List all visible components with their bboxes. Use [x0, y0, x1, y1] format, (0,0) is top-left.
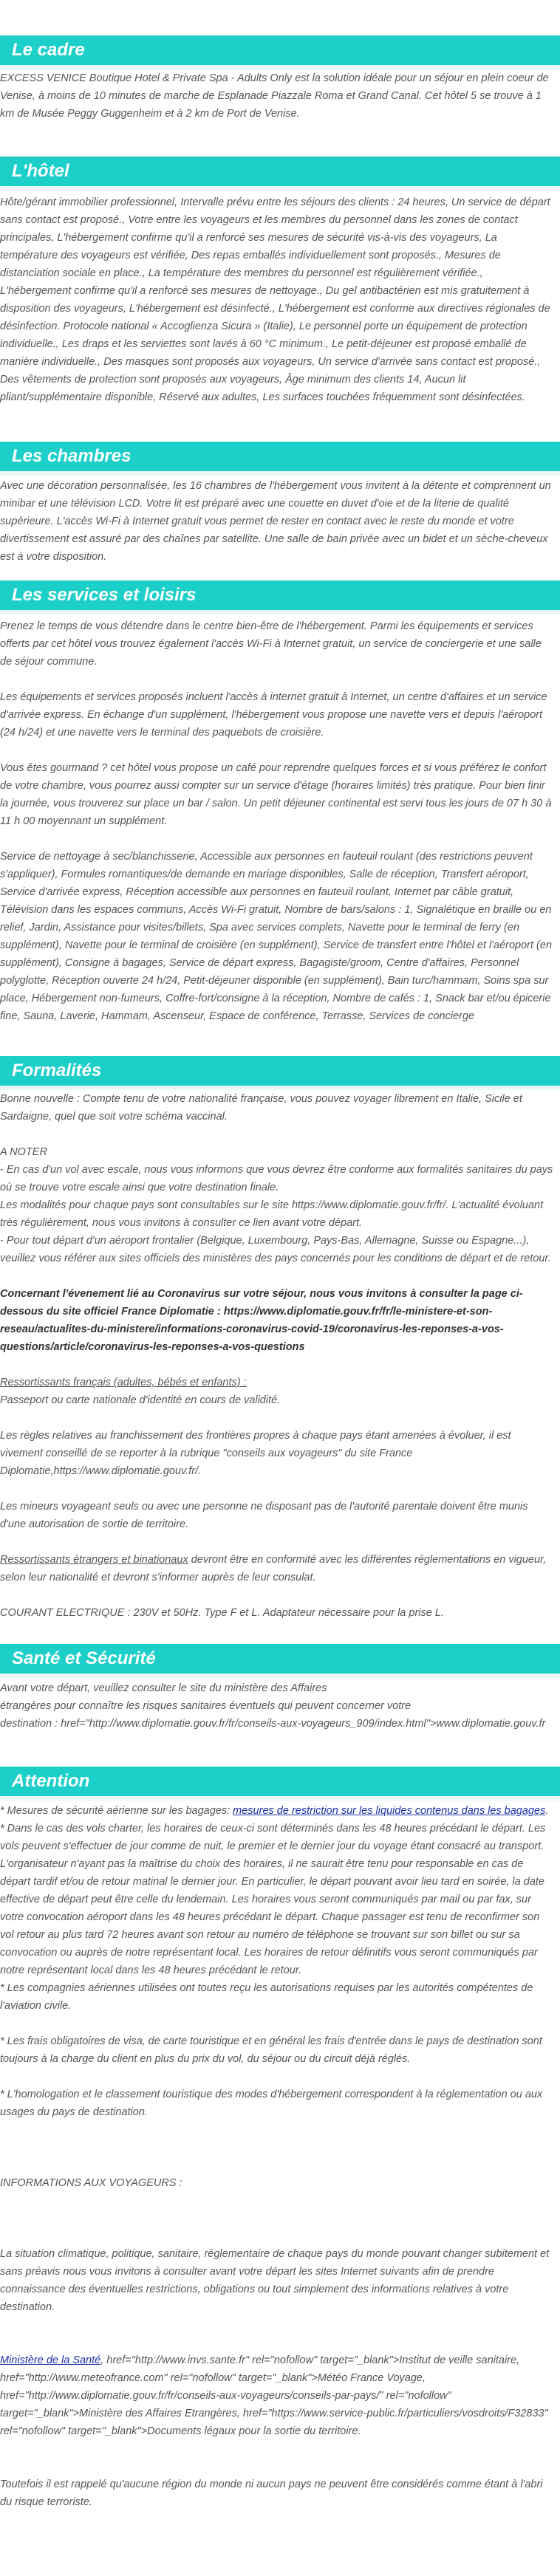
note-title: A NOTER [0, 1146, 47, 1158]
formalites-intro: Bonne nouvelle : Compte tenu de votre nationalité française, vous pouvez voyager librement en Italie, Sicile et Sardaigne, quel que soit votre schéma vaccinal. [0, 1093, 522, 1123]
section-header-formalites: Formalités [0, 1056, 560, 1086]
section-header-attention: Attention [0, 1767, 560, 1796]
cadre-text: EXCESS VENICE Boutique Hotel & Private Spa - Adults Only est la solution idéale pour un séjour en plein coeur de Venise, à moins de 10 minutes de marche de Esplanade Piazzale Roma et Grand Canal. Cet hôtel 5 se trouve à 1 km de Musée Peggy Guggenheim et à 2 km de Port de Venise. [0, 72, 549, 120]
ministere-sante-link[interactable]: Ministère de la Santé [0, 2354, 101, 2366]
airlines-text: * Les compagnies aériennes utilisées ont toutes reçu les autorisations requises par les autorités compétentes de l'aviation civile. [0, 1982, 533, 2012]
bagages-prefix: * Mesures de sécurité aérienne sur les bagages: [0, 1805, 233, 1817]
foreign-nationals-paragraph [0, 1551, 554, 1586]
bagages-paragraph [0, 1802, 554, 1820]
sante-line-1: Avant votre départ, veuillez consulter le site du ministère des Affaires [0, 1682, 327, 1694]
visa-fees-text: * Les frais obligatoires de visa, de carte touristique et en général les frais d'entrée dans le pays de destination sont toujours à la charge du client en plus du prix du vol, du séjour ou du circuit déjà réglés. [0, 2035, 542, 2065]
french-nationals-text: Passeport ou carte nationale d'identité en cours de validité. [0, 1394, 281, 1406]
sante-block [0, 1679, 554, 1733]
chambres-text: Avec une décoration personnalisée, les 16 chambres de l'hébergement vous invitent à la détente et comprennent un minibar et une télévision LCD. Votre lit est préparé avec une couette en duvet d'oie et de la literie de qualité supérieure. L'accès Wi-Fi à Internet gratuit vous permet de rester en contact avec le reste du monde et votre divertissement est assuré par des chaînes par satellite. Une salle de bain privée avec un bidet et un sèche-cheveux est à votre disposition. [0, 480, 551, 563]
services-paragraph-2: Les équipements et services proposés incluent l'accès à internet gratuit à Internet, un centre d'affaires et un service d'arrivée express. En échange d'un supplément, l'hébergement vous propose une navette vers et depuis l'aéroport (24 h/24) et une navette vers le terminal des paquebots de croisière. [0, 691, 547, 739]
note-line-2: Les modalités pour chaque pays sont consultables sur le site https://www.diplomatie.gouv.fr/fr/. L'actualité évoluant très régulièrement, nous vous invitons à consulter ce lien avant votre départ. [0, 1199, 544, 1229]
attention-block [0, 1802, 554, 2511]
services-block [0, 617, 554, 1025]
section-header-sante: Santé et Sécurité [0, 1644, 560, 1674]
frontiers-text: Les règles relatives au franchissement des frontières propres à chaque pays étant amenées à évoluer, il est vivement conseillé de se reporter à la rubrique "conseils aux voyageurs" du site France Diplomatie,https://www.diplomatie.gouv.fr/. [0, 1430, 511, 1477]
section-header-chambres: Les chambres [0, 442, 560, 471]
charter-flights-text: * Dans le cas des vols charter, les horaires de ceux-ci sont déterminés dans les 48 heures précédant le départ. Les vols peuvent s'effectuer de jour comme de nuit, le premier et le dernier jour du voyage étant consacré au transport. L'organisateur n'ayant pas la maîtrise du choix des horaires, il ne saurait être tenu pour responsable en cas de départ tardif et/ou de retour matinal le dernier jour. En particulier, le départ pouvant avoir lieu tard en soirée, la date effective de départ peut être celle du lendemain. Les horaires vous seront communiqués par mail ou par fax, sur votre convocation aéroport dans les 48 heures précédant le départ. Chaque passager est tenu de reconfirmer son vol retour au plus tard 72 heures avant son retour au numéro de téléphone se trouvant sur son billet ou sur sa convocation ou auprès de notre représentant local. Les horaires de retour définitifs vous seront communiqués par notre représentant local dans les 48 heures précédant le retour. [0, 1823, 546, 1976]
services-paragraph-1: Prenez le temps de vous détendre dans le centre bien-être de l'hébergement. Parmi les équipements et services offerts par cet hôtel vous trouvez également l'accès Wi-Fi à Internet gratuit, un service de conciergerie et une salle de séjour commune. [0, 620, 542, 668]
covid-notice: Concernant l'évenement lié au Coronavirus sur votre séjour, nous vous invitons à consulter la page ci-dessous du site officiel France Diplomatie : https://www.diplomatie.gouv.fr/fr/le-ministere-et-son-reseau/actualites-du-ministere/informations-coronavirus-covid-19/coronavirus-les-reponses-a-vos-questions/article/coronavirus-les-reponses-a-vos-questions [0, 1288, 523, 1353]
services-paragraph-3: Vous êtes gourmand ? cet hôtel vous propose un café pour reprendre quelques forces et si vous préférez le confort de votre chambre, vous pourrez aussi compter sur un service d'étage (horaires limités) très pratique. Pour bien finir la journée, vous trouverez sur place un bar / salon. Un petit déjeuner continental est servi tous les jours de 07 h 30 à 11 h 00 moyennant un supplément. [0, 762, 552, 827]
minors-text: Les mineurs voyageant seuls ou avec une personne ne disposant pas de l'autorité parentale doivent être munis d'une autorisation de sortie de territoire. [0, 1501, 528, 1530]
sante-line-2: étrangères pour connaître les risques sanitaires éventuels qui peuvent concerner votre [0, 1700, 412, 1712]
french-nationals-label: Ressortissants français (adultes, bébés et enfants) : [0, 1377, 247, 1388]
useful-links-paragraph [0, 2351, 554, 2440]
note-line-1: - En cas d'un vol avec escale, nous vous informons que vous devrez être conforme aux formalités sanitaires du pays où se trouve votre escale ainsi que votre destination finale. [0, 1164, 553, 1193]
section-header-services: Les services et loisirs [0, 580, 560, 610]
situation-text: La situation climatique, politique, sanitaire, réglementaire de chaque pays du monde pouvant changer subitement et sans préavis nous vous invitons à consulter avant votre départ les sites Internet suivants afin de prendre connaissance des éventuelles restrictions, obligations ou tout simplement des informations relatives à votre destination. [0, 2248, 550, 2313]
travelers-info-title: INFORMATIONS AUX VOYAGEURS : [0, 2177, 182, 2189]
foreign-nationals-label: Ressortissants étrangers et binationaux [0, 1554, 188, 1566]
section-header-cadre: Le cadre [0, 35, 560, 65]
liquids-restriction-link[interactable]: mesures de restriction sur les liquides contenus dans les bagages [233, 1805, 546, 1817]
section-header-hotel: L'hôtel [0, 157, 560, 186]
sante-line-3: destination : href="http://www.diplomatie.gouv.fr/fr/conseils-aux-voyageurs_909/index.html">www.diplomatie.gouv.fr [0, 1718, 546, 1730]
foreign-nationals-text: devront être en conformité avec les différentes réglementations en vigueur, selon leur nationalité et devront s'informer auprès de leur consulat. [0, 1554, 547, 1583]
electric-info: COURANT ELECTRIQUE : 230V et 50Hz. Type F et L. Adaptateur nécessaire pour la prise L. [0, 1607, 444, 1619]
services-amenities-list: Service de nettoyage à sec/blanchisserie, Accessible aux personnes en fauteuil roulant (des restrictions peuvent s'appliquer), Formules romantiques/de demande en mariage disponibles, Salle de réception, Transfert aéroport, Service d'arrivée express, Réception accessible aux personnes en fauteuil roulant, Internet par câble gratuit, Télévision dans les espaces communs, Accès Wi-Fi gratuit, Nombre de bars/salons : 1, Signalétique en braille ou en relief, Jardin, Assistance pour visites/billets, Spa avec services complets, Navette pour le terminal de ferry (en supplément), Navette pour le terminal de croisière (en supplément), Service de transfert entre l'hôtel et l'aéroport (en supplément), Consigne à bagages, Service de départ express, Bagagiste/groom, Centre d'affaires, Personnel polyglotte, Réception ouverte 24 h/24, Petit-déjeuner disponible (en supplément), Bain turc/hammam, Soins spa sur place, Hébergement non-fumeurs, Coffre-fort/consigne à la réception, Nombre de cafés : 1, Snack bar et/ou épicerie fine, Sauna, Laverie, Hammam, Ascenseur, Espace de conférence, Terrasse, Services de concierge [0, 851, 553, 1022]
useful-links-text: , href="http://www.invs.sante.fr" rel="nofollow" target="_blank">Institut de veille sanitaire, href="http://www.meteofrance.com" rel="nofollow" target="_blank">Météo France Voyage, href="http://www.diplomatie.gouv.fr/fr/conseils-aux-voyageurs/conseils-par-pays/" rel="nofollow" target="_blank">Ministère des Affaires Etrangères, href="https://www.service-public.fr/particuliers/vosdroits/F32833" rel="nofollow" target="_blank">Documents légaux pour la sortie du territoire. [0, 2354, 548, 2437]
hotel-text: Hôte/gérant immobilier professionnel, Intervalle prévu entre les séjours des clients : 24 heures, Un service de départ sans contact est proposé., Votre entre les voyageurs et les membres du personnel dans les zones de contact principales, L'hébergement confirme qu'il a renforcé ses mesures de sécurité vis-à-vis des voyageurs, La température des voyageurs est vérifiée, Des repas emballés individuellement sont proposés., Mesures de distanciation sociale en place., La température des membres du personnel est régulièrement vérifiée., L'hébergement confirme qu'il a renforcé ses mesures de nettoyage., Du gel antibactérien est mis gratuitement à disposition des voyageurs, L'hébergement est désinfecté., L'hébergement est conforme aux directives régionales de désinfection. Protocole national « Accoglienza Sicura » (Italie), Le personnel porte un équipement de protection individuelle., Les draps et les serviettes sont lavés à 60 °C minimum., Le petit-déjeuner est proposé emballé de manière individuelle., Des masques sont proposés aux voyageurs, Un service d'arrivée sans contact est proposé., Des vêtements de protection sont proposés aux voyageurs, Âge minimum des clients 14, Aucun lit pliant/supplémentaire disponible, Réservé aux adultes, Les surfaces touchées fréquemment sont désinfectées. [0, 196, 550, 403]
note-line-3: - Pour tout départ d'un aéroport frontalier (Belgique, Luxembourg, Pays-Bas, Allemagne, Suisse ou Espagne...), veuillez vous référer aux sites officiels des ministères des pays concernés pour les conditions de départ et de retour. [0, 1235, 551, 1264]
homologation-text: * L'homologation et le classement touristique des modes d'hébergement correspondent à la réglementation ou aux usages du pays de destination. [0, 2089, 543, 2118]
terrorism-notice: Toutefois il est rappelé qu'aucune région du monde ni aucun pays ne peuvent être considérés comme étant à l'abri du risque terroriste. [0, 2479, 543, 2508]
formalites-block [0, 1090, 554, 1622]
bagages-suffix: . [545, 1805, 549, 1817]
